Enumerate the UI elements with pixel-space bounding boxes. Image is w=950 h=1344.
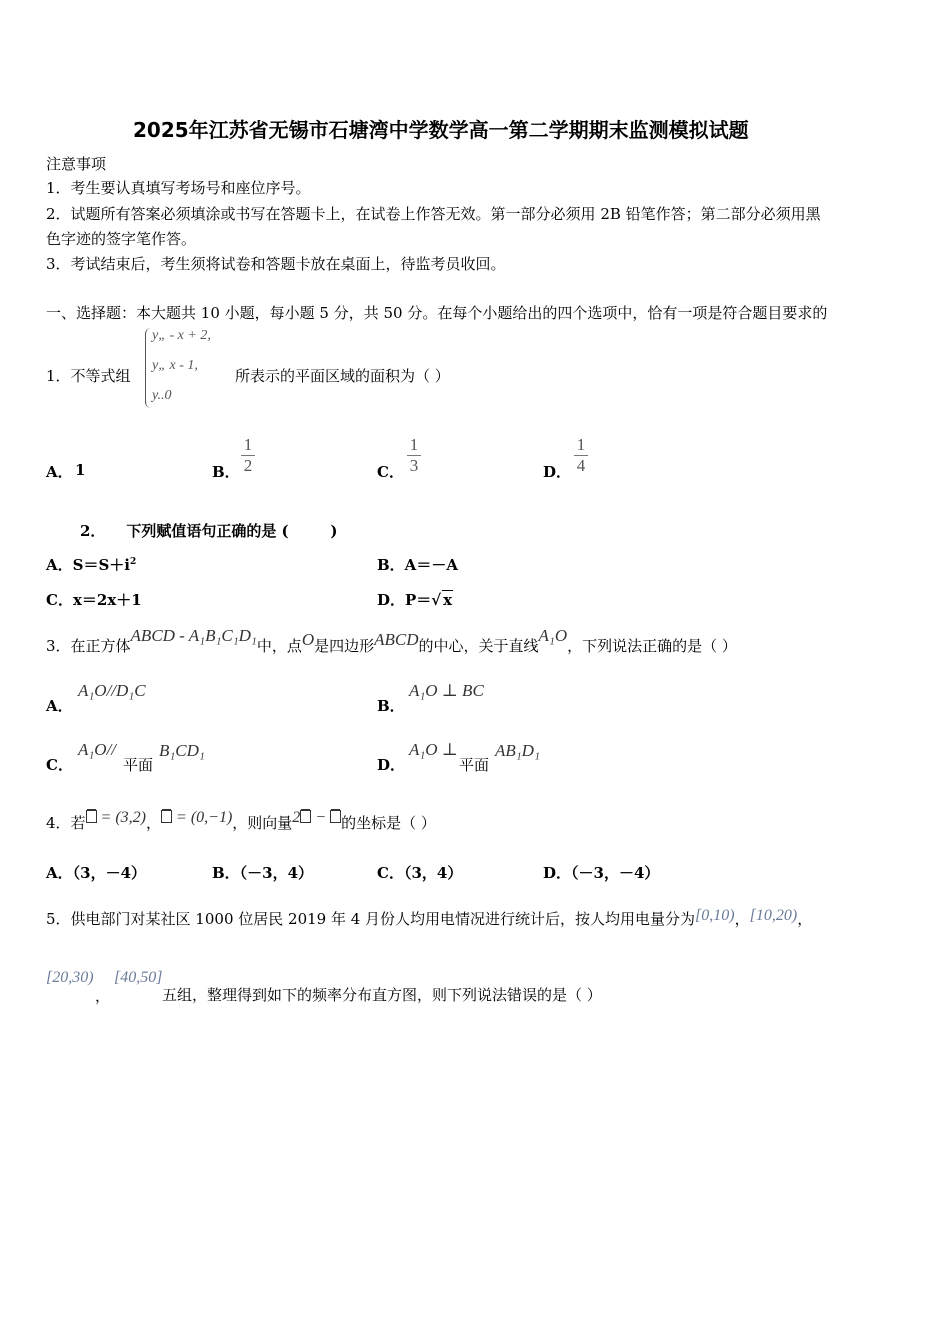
q4-eq1: = (3,2) [100,809,146,826]
vector-arrow-icon [330,809,341,827]
q3-line: A₁O [538,626,568,645]
q5-line-1-text: 5．供电部门对某社区 1000 位居民 2019 年 4 月份人均用电情况进行统计后，按人均用电量分为 [46,910,696,928]
q3-quad: ABCD [374,630,419,649]
placeholder-box-icon [86,810,97,823]
q2-option-a [46,554,136,575]
notice-item-2-cont: 色字迹的签字笔作答。 [46,230,197,248]
q1-option-a-label: A． [46,463,73,481]
q4-expression [292,809,341,826]
placeholder-box-icon [330,810,341,823]
q1-option-b-numerator: 1 [243,435,253,454]
q4-mid: ，则向量 [232,814,293,832]
q3-point-o: O [301,630,315,649]
q5-comma-1: ， [734,910,750,928]
q3-cube: ABCD - A₁B₁C₁D₁ [130,626,257,645]
q4-vector-b [161,809,232,826]
q3-stem [46,626,737,656]
q1-option-c-denominator: 3 [409,456,419,475]
notice-item-1: 1．考生要认真填写考场号和座位序号。 [46,179,311,197]
q5-comma-3: ， [95,987,111,1005]
vector-arrow-icon [300,809,311,827]
q3-option-d-math: A₁O ⊥ [409,740,458,759]
q1-option-d-denominator: 4 [576,456,586,475]
q4-option-c: C．（3，4） [377,864,463,882]
q4-expr-minus: − [311,809,331,826]
q3-option-a-label: A． [46,697,73,715]
q3-option-d-label: D． [377,756,406,774]
q1-option-b-label: B． [212,463,240,481]
q4-vector-a [86,809,146,826]
q5-interval-1: [0,10) [695,907,735,924]
q4-stem [46,809,436,833]
q4-option-d: D．（－3，－4） [543,864,660,882]
q2-option-a-exponent: 2 [130,557,137,567]
q2-option-d [377,589,453,610]
q3-text-4: ，下列说法正确的是（ ） [567,637,737,655]
q4-option-b: B．（－3，4） [212,864,314,882]
q1-option-c-fraction [407,436,421,475]
vector-arrow-icon [86,809,97,827]
q1-option-c-label: C． [377,463,404,481]
section-heading: 一、选择题：本大题共 10 小题，每小题 5 分，共 50 分。在每个小题给出的四个选项中，恰有一项是符合题目要求的 [46,304,828,322]
q4-option-a: A．（3，－4） [46,864,147,882]
q4-eq2: = (0,−1) [176,809,233,826]
radical-icon: √ [431,591,442,609]
q3-option-a-math: A₁O//D₁C [78,681,146,700]
q5-line-2: 五组，整理得到如下的频率分布直方图，则下列说法错误的是（ ） [162,986,602,1004]
q5-interval-2: [10,20) [749,907,798,924]
q2-option-d-text: D．P＝ [377,591,432,609]
q5-interval-4: [40,50] [114,969,163,986]
q3-option-c-label: C． [46,756,73,774]
q3-option-c-text: 平面 [123,756,154,774]
placeholder-box-icon [161,810,172,823]
q3-option-d-text: 平面 [459,756,490,774]
notice-item-3: 3．考试结束后，考生须将试卷和答题卡放在桌面上，待监考员收回。 [46,255,506,273]
q1-option-d-numerator: 1 [576,435,586,454]
q2-option-a-text: A．S＝S＋i [46,556,131,574]
notice-heading: 注意事项 [46,155,107,173]
q1-brace [145,328,152,408]
q1-option-c-numerator: 1 [409,435,419,454]
q3-option-b-label: B． [377,697,405,715]
q4-tail: 的坐标是（ ） [341,814,436,832]
q2-option-c: C．x＝2x＋1 [46,591,142,609]
q3-text-1: 中，点 [256,637,302,655]
q1-system-line-1: y„ - x + 2, [152,328,211,343]
q3-option-c-plane: B₁CD₁ [159,741,205,760]
q3-option-c-math: A₁O// [78,740,117,759]
q1-option-d-label: D． [543,463,572,481]
q1-option-a-value: 1 [75,461,86,479]
q2-option-b: B．A＝－A [377,556,458,574]
q4-separator: ， [146,814,162,832]
q2-stem: 2． 下列赋值语句正确的是 ( ) [80,522,338,540]
q1-option-d-fraction [574,436,588,475]
q3-option-b-math: A₁O ⊥ BC [409,681,484,700]
q1-suffix: 所表示的平面区域的面积为（ ） [235,367,450,385]
q2-option-d-radicand: x [443,591,453,609]
q3-text-2: 是四边形 [314,637,375,655]
q1-option-b-denominator: 2 [243,456,253,475]
q5-line-1 [46,908,812,929]
q5-comma-2: ， [797,910,813,928]
q4-number: 4．若 [46,814,86,832]
q3-text-3: 的中心，关于直线 [418,637,539,655]
q5-interval-3: [20,30) [46,969,94,986]
vector-arrow-icon [161,809,172,827]
q1-system-line-3: y..0 [152,388,172,403]
q3-number: 3．在正方体 [46,637,131,655]
page-title: 2025年江苏省无锡市石塘湾中学数学高一第二学期期末监测模拟试题 [133,118,749,142]
q1-prefix: 1．不等式组 [46,367,131,385]
notice-item-2: 2．试题所有答案必须填涂或书写在答题卡上，在试卷上作答无效。第一部分必须用 2B 铅笔作答；第二部分必须用黑 [46,205,821,223]
q1-option-b-fraction [241,436,255,475]
q4-expr-coef: 2 [292,809,301,826]
q3-option-d-plane: AB₁D₁ [495,741,540,760]
placeholder-box-icon [300,810,311,823]
q1-system-line-2: y„ x - 1, [152,358,198,373]
